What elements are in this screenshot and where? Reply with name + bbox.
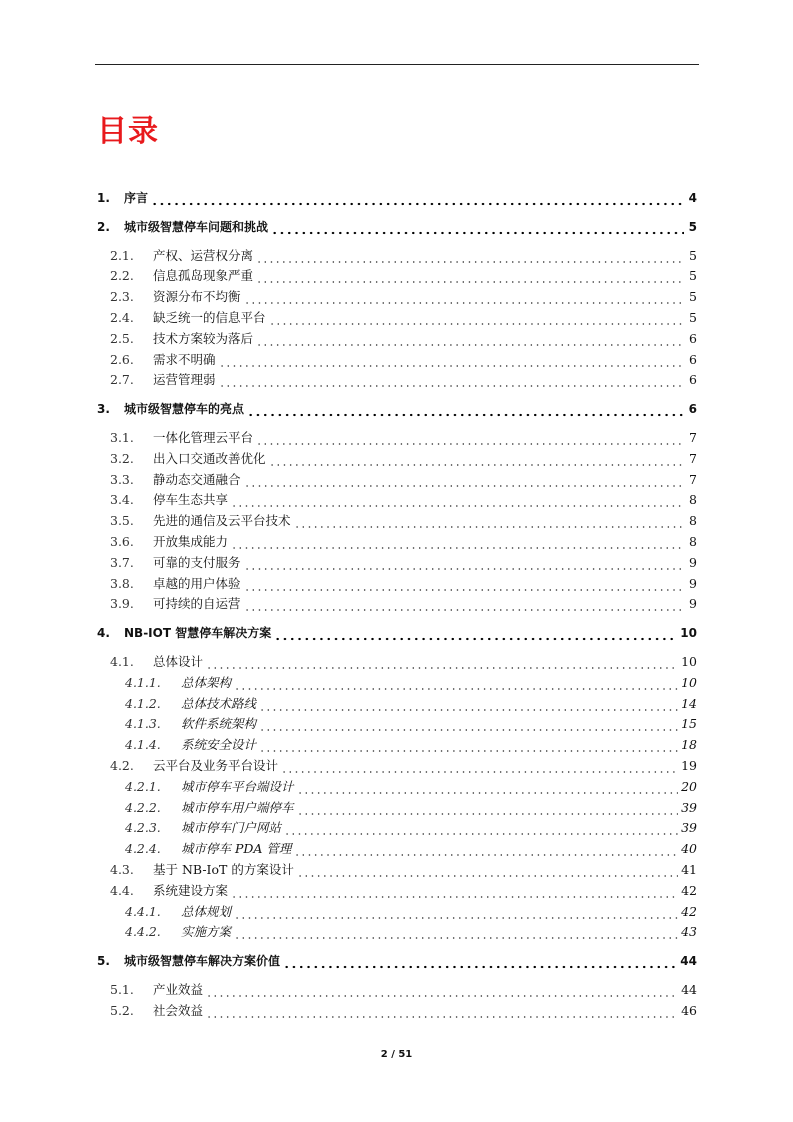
toc-entry-page: 9 [689,575,697,591]
toc-entry-page: 5 [689,289,697,305]
toc-entry-page: 43 [681,924,697,940]
toc-entry-number: 4.4.1. [125,903,161,919]
toc-entry-page: 15 [681,716,697,732]
toc-entry[interactable] [97,714,697,735]
toc-entry-number: 1. [97,191,110,205]
toc-entry-page: 14 [681,695,697,711]
toc-entry-title: 产权、运营权分离 [153,247,254,263]
toc-entry-number: 3.7. [110,554,134,570]
toc-entry[interactable] [97,818,697,839]
toc-entry-number: 5. [97,954,110,969]
toc-entry[interactable] [97,428,697,449]
dot-leader [281,756,678,777]
toc-entry-page: 42 [681,882,697,898]
toc-entry-page: 18 [681,737,697,753]
toc-entry-number: 4.1.1. [125,674,161,690]
page-number-footer: 2 / 51 [380,1049,413,1060]
toc-entry-number: 2.1. [110,247,134,263]
dot-leader [284,818,678,839]
toc-entry-number: 2.5. [110,330,134,346]
dot-leader [244,287,684,308]
dot-leader [283,951,677,972]
table-of-contents [97,180,697,1021]
dot-leader [269,449,684,470]
toc-entry-title: 总体规划 [181,903,232,919]
dot-leader [259,735,678,756]
toc-entry[interactable] [97,623,697,644]
toc-entry-page: 6 [689,372,697,388]
toc-entry-title: 城市级智慧停车的亮点 [124,402,245,417]
toc-entry[interactable] [97,188,697,209]
toc-entry-title: 城市级智慧停车问题和挑战 [124,219,269,234]
toc-entry-title: 云平台及业务平台设计 [153,757,279,773]
dot-leader [231,881,678,902]
dot-leader [269,308,684,329]
toc-entry-number: 3.1. [110,429,134,445]
toc-entry-number: 4.2.3. [125,820,161,836]
toc-entry-title: 产业效益 [153,981,204,997]
toc-entry-title: 城市停车门户网站 [181,820,282,836]
toc-entry[interactable] [97,266,697,287]
toc-entry[interactable] [97,329,697,350]
toc-entry[interactable] [97,553,697,574]
toc-entry[interactable] [97,449,697,470]
toc-entry-number: 2.7. [110,372,134,388]
toc-entry-title: NB-IOT 智慧停车解决方案 [124,626,272,641]
dot-leader [297,860,678,881]
toc-entry-number: 2.3. [110,289,134,305]
toc-entry-number: 3.8. [110,575,134,591]
toc-entry-title: 系统建设方案 [153,882,229,898]
toc-entry-title: 基于 NB-IoT 的方案设计 [153,861,294,877]
toc-entry-title: 技术方案较为落后 [153,330,254,346]
toc-entry-number: 3.5. [110,513,134,529]
dot-leader [206,980,678,1001]
toc-entry-number: 3.9. [110,596,134,612]
toc-entry-number: 3.3. [110,471,134,487]
toc-entry[interactable] [97,370,697,391]
header-rule [95,64,699,65]
toc-entry-page: 44 [680,954,697,969]
dot-leader [294,839,678,860]
dot-leader [219,350,684,371]
toc-entry-number: 4.1.3. [125,716,161,732]
toc-entry-page: 6 [689,330,697,346]
toc-entry-title: 总体技术路线 [181,695,257,711]
toc-entry-number: 4. [97,626,110,641]
toc-entry-number: 2.2. [110,268,134,284]
toc-entry-title: 运营管理弱 [153,372,216,388]
dot-leader [234,922,678,943]
toc-entry-title: 停车生态共享 [153,492,229,508]
toc-entry[interactable] [97,798,697,819]
toc-entry[interactable] [97,511,697,532]
toc-entry-title: 开放集成能力 [153,533,229,549]
dot-leader [247,399,684,420]
dot-leader [244,553,684,574]
toc-entry-page: 7 [689,429,697,445]
toc-entry[interactable] [97,594,697,615]
toc-entry-title: 城市停车平台端设计 [181,778,294,794]
toc-entry[interactable] [97,532,697,553]
dot-leader [206,652,678,673]
toc-entry-number: 4.3. [110,861,134,877]
toc-entry-number: 3.2. [110,450,134,466]
toc-entry-page: 6 [689,351,697,367]
toc-entry[interactable] [97,756,697,777]
toc-entry-page: 39 [681,820,697,836]
toc-entry-page: 20 [681,778,697,794]
toc-entry-title: 系统安全设计 [181,737,257,753]
toc-entry[interactable] [97,922,697,943]
toc-entry-title: 一体化管理云平台 [153,429,254,445]
toc-entry-page: 10 [680,626,697,641]
dot-leader [297,798,679,819]
toc-entry[interactable] [97,980,697,1001]
toc-entry-page: 7 [689,471,697,487]
dot-leader [256,329,684,350]
toc-entry-title: 出入口交通改善优化 [153,450,266,466]
dot-leader [219,370,684,391]
toc-entry[interactable] [97,735,697,756]
dot-leader [274,623,677,644]
toc-entry-title: 序言 [124,191,149,205]
toc-entry[interactable] [97,308,697,329]
toc-entry-page: 5 [689,247,697,263]
dot-leader [256,428,684,449]
toc-entry-page: 44 [681,981,697,997]
dot-leader [244,470,684,491]
dot-leader [297,777,679,798]
toc-entry-page: 4 [688,191,697,205]
toc-entry-page: 10 [681,653,697,669]
toc-entry-number: 4.1. [110,653,134,669]
toc-entry-number: 4.4.2. [125,924,161,940]
dot-leader [256,246,684,267]
toc-entry-number: 4.1.4. [125,737,161,753]
toc-entry-title: 可持续的自运营 [153,596,241,612]
dot-leader [231,490,684,511]
toc-entry-number: 3.6. [110,533,134,549]
toc-entry-number: 4.2. [110,757,134,773]
toc-entry-page: 8 [689,492,697,508]
toc-entry[interactable] [97,399,697,420]
toc-entry-page: 41 [681,861,697,877]
toc-entry-page: 40 [681,841,697,857]
toc-entry-page: 7 [689,450,697,466]
toc-entry-number: 4.2.2. [125,799,161,815]
toc-entry-title: 先进的通信及云平台技术 [153,513,291,529]
toc-entry-number: 2.6. [110,351,134,367]
toc-entry[interactable] [97,246,697,267]
dot-leader [206,1001,678,1022]
dot-leader [271,217,684,238]
toc-entry-page: 5 [689,268,697,284]
toc-entry-number: 5.1. [110,981,134,997]
toc-entry-number: 5.2. [110,1002,134,1018]
dot-leader [231,532,684,553]
toc-entry-number: 2.4. [110,309,134,325]
dot-leader [244,594,684,615]
toc-entry-title: 城市级智慧停车解决方案价值 [124,954,281,969]
toc-entry[interactable] [97,839,697,860]
toc-entry-title: 实施方案 [181,924,232,940]
toc-entry-page: 5 [688,219,697,234]
toc-entry-title: 卓越的用户体验 [153,575,241,591]
toc-entry-page: 19 [681,757,697,773]
dot-leader [259,694,678,715]
toc-entry[interactable] [97,470,697,491]
toc-entry-title: 信息孤岛现象严重 [153,268,254,284]
toc-entry-title: 社会效益 [153,1002,204,1018]
toc-entry-page: 8 [689,513,697,529]
toc-entry-number: 4.2.4. [125,841,161,857]
toc-entry[interactable] [97,881,697,902]
toc-entry-page: 46 [681,1002,697,1018]
toc-entry-title: 缺乏统一的信息平台 [153,309,266,325]
toc-entry-number: 3. [97,402,110,417]
toc-entry[interactable] [97,490,697,511]
toc-entry-page: 9 [689,554,697,570]
toc-entry-page: 6 [688,402,697,417]
toc-entry[interactable] [97,902,697,923]
toc-entry[interactable] [97,777,697,798]
toc-entry-title: 需求不明确 [153,351,216,367]
toc-entry-title: 城市停车用户端停车 [181,799,294,815]
toc-entry-number: 3.4. [110,492,134,508]
toc-entry-title: 可靠的支付服务 [153,554,241,570]
toc-entry[interactable] [97,860,697,881]
toc-entry[interactable] [97,287,697,308]
toc-entry-number: 4.2.1. [125,778,161,794]
dot-leader [294,511,684,532]
toc-entry-page: 8 [689,533,697,549]
page-title: 目录 [97,114,159,149]
toc-entry-page: 9 [689,596,697,612]
toc-entry[interactable] [97,574,697,595]
dot-leader [234,902,678,923]
toc-entry[interactable] [97,350,697,371]
toc-entry[interactable] [97,1001,697,1022]
toc-entry-number: 4.4. [110,882,134,898]
toc-entry[interactable] [97,694,697,715]
toc-entry-page: 10 [681,674,697,690]
toc-entry[interactable] [97,652,697,673]
toc-entry-page: 39 [681,799,697,815]
toc-entry-title: 总体架构 [181,674,232,690]
dot-leader [256,266,684,287]
toc-entry-title: 城市停车 PDA 管理 [181,841,292,857]
toc-entry-title: 资源分布不均衡 [153,289,241,305]
dot-leader [151,188,684,209]
toc-entry[interactable] [97,673,697,694]
toc-entry-title: 静动态交通融合 [153,471,241,487]
toc-entry-page: 42 [681,903,697,919]
dot-leader [234,673,678,694]
toc-entry-title: 总体设计 [153,653,204,669]
toc-entry-page: 5 [689,309,697,325]
toc-entry[interactable] [97,951,697,972]
toc-entry-number: 4.1.2. [125,695,161,711]
toc-entry-number: 2. [97,219,110,234]
toc-entry[interactable] [97,217,697,238]
dot-leader [244,574,684,595]
dot-leader [259,714,678,735]
toc-entry-title: 软件系统架构 [181,716,257,732]
